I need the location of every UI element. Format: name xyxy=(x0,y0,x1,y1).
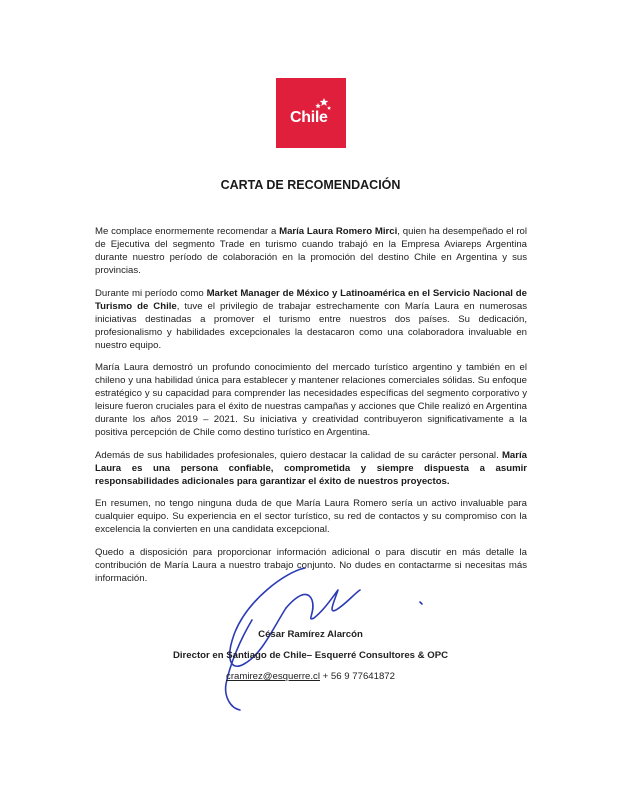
paragraph-character xyxy=(95,449,527,488)
logo-text: Chile xyxy=(290,109,328,126)
p1-text-a: Me complace enormemente recomendar a xyxy=(95,226,280,237)
email-link[interactable]: cramirez@esquerre.cl xyxy=(226,671,320,682)
signer-role: Director en Santiago de Chile– Esquerré Consultores & OPC xyxy=(172,650,449,661)
contact-line xyxy=(0,671,621,682)
recommended-name: María Laura Romero Mirci xyxy=(279,226,398,237)
paragraph-summary: En resumen, no tengo ninguna duda de que María Laura Romero sería un activo invaluable para cualquier equipo. Su experiencia en el sector turístico, su red de contactos y su compromiso con la excelencia la convierten en una candidata excepcional. xyxy=(95,498,527,535)
handwritten-signature xyxy=(200,560,460,720)
p2-text-c: , tuve el privilegio de trabajar estrechamente con María Laura en numerosas iniciativas destinadas a promover el turismo entre nuestros dos países. Su dedicación, profesionalismo y habilidades excepcionales la destacaron como una colaboradora invaluable en nuestro equipo. xyxy=(95,300,527,351)
letter-title: CARTA DE RECOMENDACIÓN xyxy=(220,178,401,192)
p4-highlight: María Laura es una persona confiable, comprometida y siempre dispuesta a asumir responsabilidades adicionales para garantizar el éxito de nuestros proyectos. xyxy=(95,449,527,487)
author-position: Market Manager de México y Latinoamérica en el Servicio Nacional de Turismo de Chile xyxy=(95,287,527,312)
paragraph-role xyxy=(95,287,527,352)
p4-text-a: Además de sus habilidades profesionales, quiero destacar la calidad de su carácter personal. xyxy=(95,449,502,461)
p2-text-a: Durante mi período como xyxy=(95,287,207,299)
paragraph-intro xyxy=(95,225,527,277)
p1-text-c: , quien ha desempeñado el rol de Ejecutiva del segmento Trade en turismo cuando trabajó en la Empresa Aviareps Argentina durante nuestro período de colaboración en la promoción del destino Chile en Argentina y sus provincias. xyxy=(95,226,528,276)
letter-body xyxy=(95,225,527,594)
paragraph-closing: Quedo a disposición para proporcionar información adicional o para discutir en más detalle la contribución de María Laura a nuestro trabajo conjunto. No dudes en contactarme si necesitas más información. xyxy=(95,546,527,584)
chile-logo xyxy=(276,78,346,148)
paragraph-knowledge: María Laura demostró un profundo conocimiento del mercado turístico argentino y también en el chileno y una habilidad única para establecer y mantener relaciones comerciales sólidas. Su enfoque estratégico y su capacidad para comprender las necesidades específicas del segmento corporativo y leisure fueron cruciales para el éxito de nuestras campañas y acciones que Chile realizó en Argentina durante los años 2019 – 2021. Su iniciativa y creatividad contribuyeron significativamente a la positiva percepción de Chile como destino turístico en Argentina. xyxy=(95,362,527,438)
phone-number: + 56 9 77641872 xyxy=(320,671,395,682)
signer-name: César Ramírez Alarcón xyxy=(258,629,363,640)
